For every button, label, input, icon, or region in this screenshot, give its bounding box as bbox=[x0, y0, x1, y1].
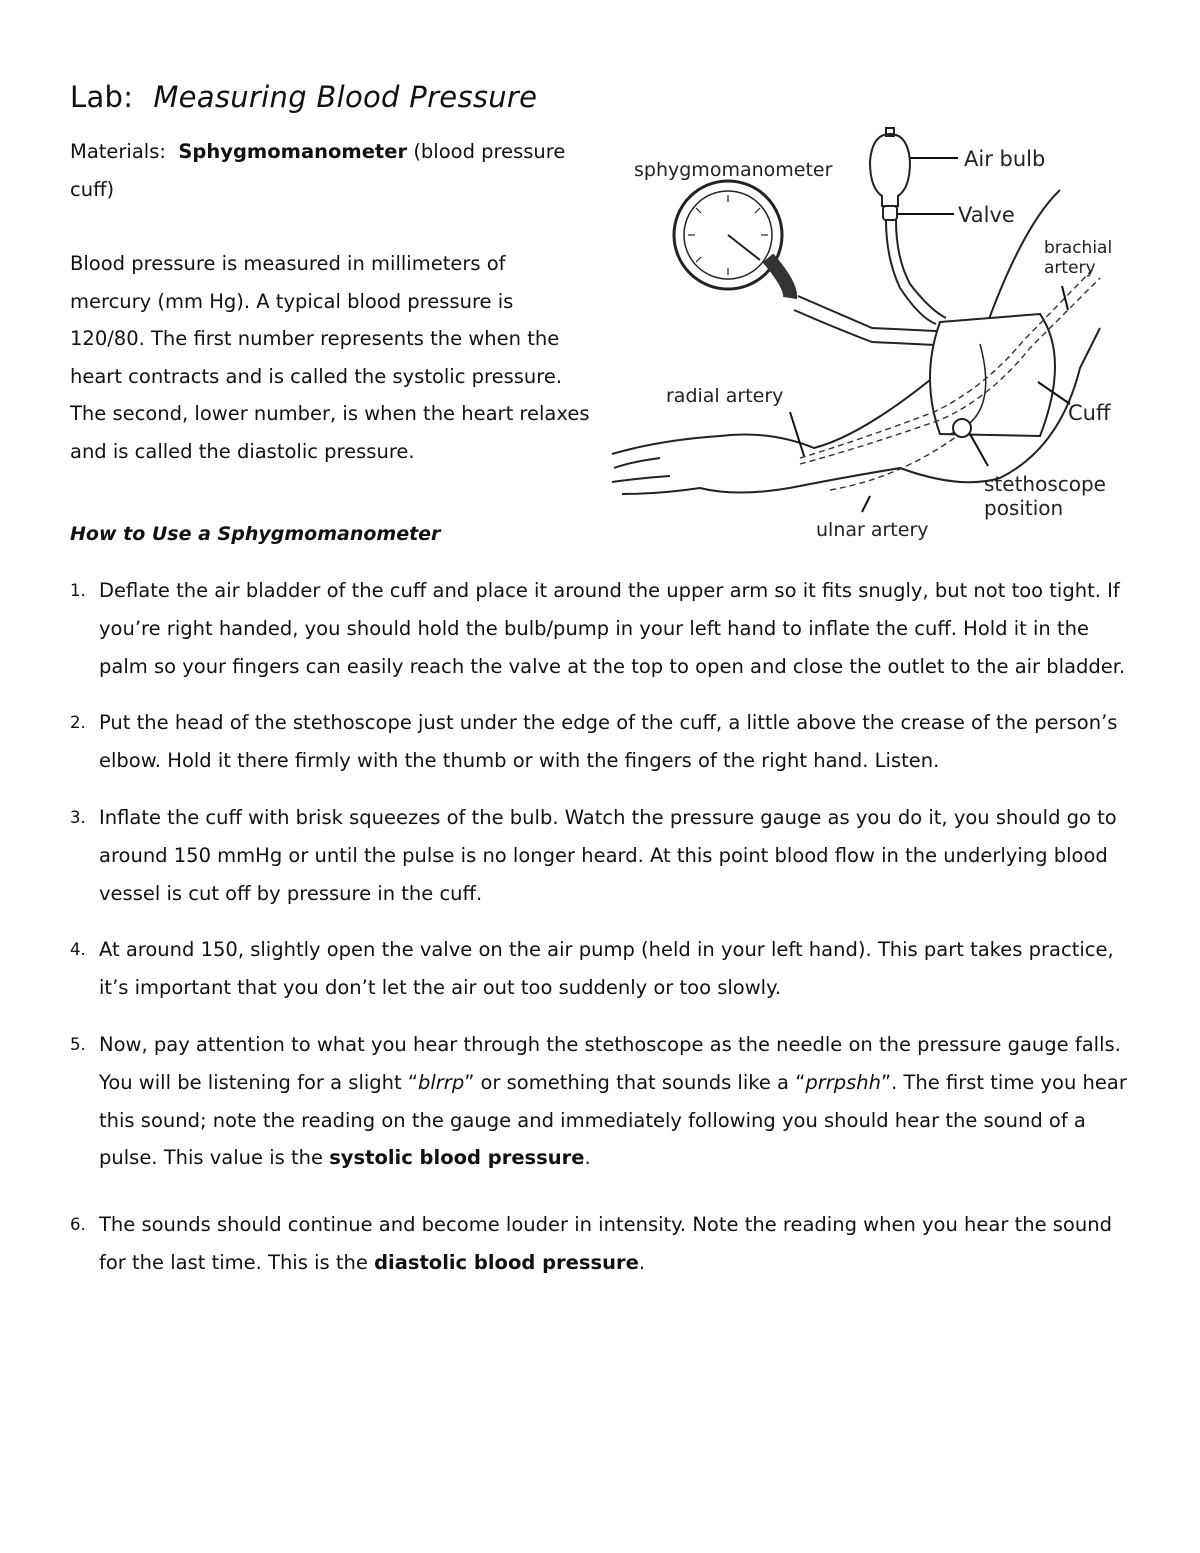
step-item bbox=[70, 1206, 1140, 1282]
step-text: The sounds should continue and become louder in intensity. Note the reading when you hear the sound for the last time. This is the bbox=[99, 1213, 1112, 1274]
label-stethoscope-line1: stethoscope bbox=[984, 472, 1106, 496]
step-number: 1. bbox=[70, 581, 86, 600]
sound-prrpshh: prrpshh bbox=[805, 1070, 881, 1094]
materials-item: Sphygmomanometer bbox=[178, 140, 408, 163]
step-item bbox=[70, 1026, 1140, 1177]
step-text: Deflate the air bladder of the cuff and place it around the upper arm so it fits snugly, but not too tight. If you’re right handed, you should hold the bulb/pump in your left hand to inflate the cuff. Hold it in the palm so your fingers can easily reach the valve at the top to open and close the outlet to the air bladder. bbox=[99, 579, 1126, 678]
label-cuff: Cuff bbox=[1068, 401, 1111, 425]
pressure-gauge-icon bbox=[674, 181, 956, 346]
step-text: At around 150, slightly open the valve on the air pump (held in your left hand). This part takes practice, it’s important that you don’t let the air out too suddenly or too slowly. bbox=[99, 938, 1114, 1000]
materials-line bbox=[70, 133, 590, 208]
steps-list bbox=[70, 572, 1140, 1301]
step-number: 3. bbox=[70, 807, 86, 827]
step-text-end: . bbox=[638, 1250, 646, 1274]
label-radial-artery: radial artery bbox=[666, 385, 784, 407]
intro-section bbox=[70, 133, 590, 470]
step-number: 5. bbox=[70, 1034, 86, 1054]
step-item bbox=[70, 572, 1140, 685]
label-air-bulb: Air bulb bbox=[964, 147, 1046, 171]
systolic-term: systolic blood pressure bbox=[329, 1146, 585, 1170]
step-text: ” or something that sounds like a “ bbox=[464, 1070, 806, 1094]
step-text: Now, pay attention to what you hear through the stethoscope as the needle on the pressure gauge falls. You will be listening for a slight “ bbox=[99, 1032, 1121, 1094]
step-item bbox=[70, 931, 1140, 1007]
label-ulnar-artery: ulnar artery bbox=[816, 519, 929, 541]
step-number: 2. bbox=[70, 713, 86, 733]
title-lab: Lab: bbox=[70, 80, 134, 114]
page-title bbox=[70, 80, 537, 114]
stethoscope-position-icon bbox=[953, 419, 971, 437]
label-brachial-line2: artery bbox=[1044, 258, 1096, 278]
step-text: Inflate the cuff with brisk squeezes of the bulb. Watch the pressure gauge as you do it, you should go to around 150 mmHg or until the pulse is no longer heard. At this point blood flow in the underlying blood vessel is cut off by pressure in the cuff. bbox=[99, 805, 1117, 905]
step-item bbox=[70, 704, 1140, 780]
step-text: Put the head of the stethoscope just under the edge of the cuff, a little above the crease of the person’s elbow. Hold it there firmly with the thumb or with the fingers of the right hand. Listen. bbox=[99, 711, 1118, 773]
label-brachial-line1: brachial bbox=[1044, 238, 1113, 258]
materials-label: Materials: bbox=[70, 140, 166, 163]
label-sphygmomanometer: sphygmomanometer bbox=[634, 159, 833, 181]
step-text: ”. The first time you hear this sound; note the reading on the gauge and immediately following you should hear the sound of a pulse. This value is the bbox=[99, 1070, 1127, 1170]
step-item bbox=[70, 799, 1140, 912]
step-text-end: . bbox=[584, 1146, 591, 1170]
blood-pressure-diagram bbox=[600, 118, 1140, 550]
sound-blrrp: blrrp bbox=[417, 1070, 465, 1094]
label-stethoscope-line2: position bbox=[984, 496, 1064, 520]
label-valve: Valve bbox=[958, 203, 1015, 227]
diastolic-term: diastolic blood pressure bbox=[374, 1250, 639, 1274]
step-number: 6. bbox=[70, 1215, 86, 1235]
materials-description: (blood pressure cuff) bbox=[70, 140, 566, 201]
step-number: 4. bbox=[70, 940, 86, 960]
intro-paragraph: Blood pressure is measured in millimeters of mercury (mm Hg). A typical blood pressure is 120/80. The first number represents the when the heart contracts and is called the systolic pressure. The second, lower number, is when the heart relaxes and is called the diastolic pressure. bbox=[70, 252, 590, 463]
howto-heading: How to Use a Sphygmomanometer bbox=[70, 523, 441, 545]
title-topic: Measuring Blood Pressure bbox=[153, 80, 538, 114]
